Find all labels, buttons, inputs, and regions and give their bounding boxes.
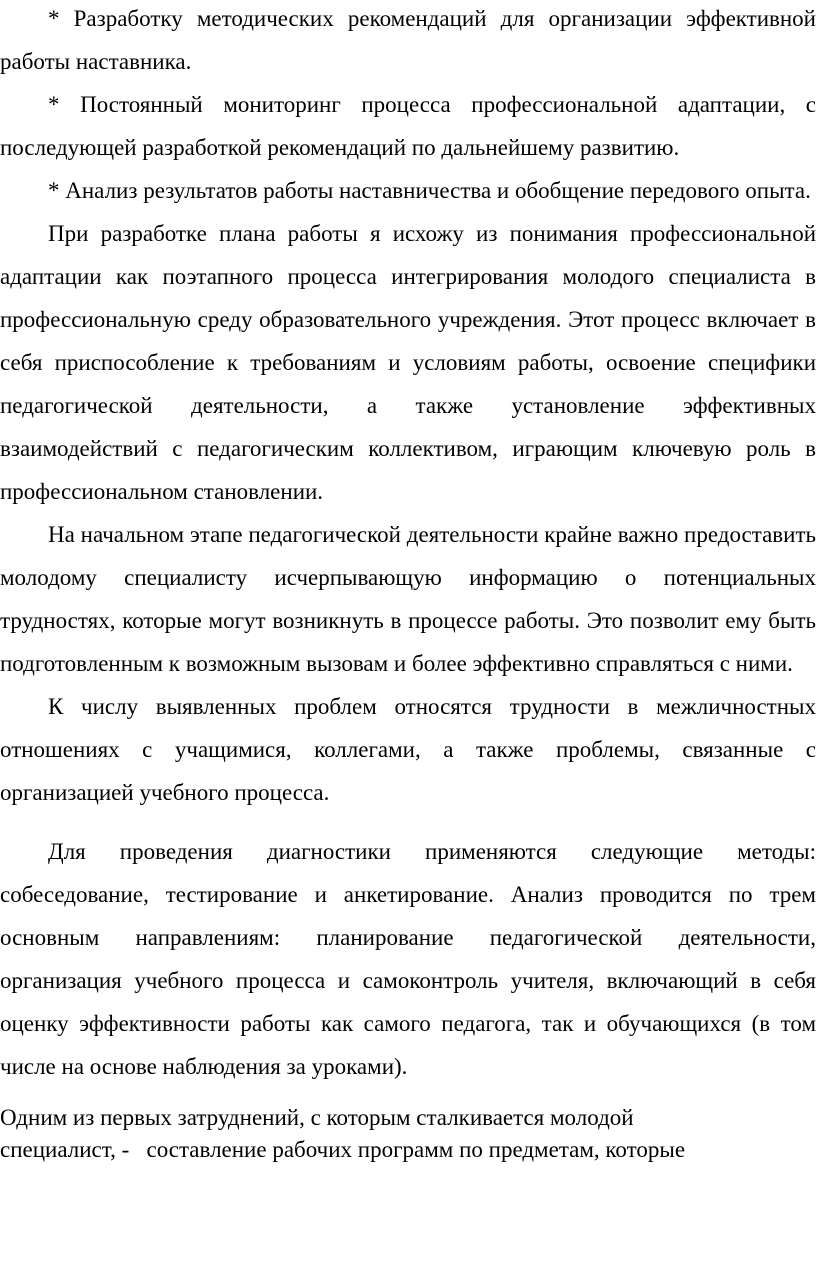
paragraph-mentor-recommendations: * Разработку методических рекомендаций для организации эффективной работы наставника. bbox=[0, 6, 816, 74]
tail-line-2: специалист, - составление рабочих программ по предметам, которые bbox=[0, 1137, 686, 1162]
paragraph-work-plan: При разработке плана работы я исхожу из понимания профессиональной адаптации как поэтапного процесса интегрирования молодого специалиста в профессиональную среду образовательного учреждения. Этот процесс включает в себя приспособление к требованиям и условиям работы, освоение специфики педагогической деятельности, а также установление эффективных взаимодействий с педагогическим коллективом, играющим ключевую роль в профессиональном становлении. bbox=[0, 221, 816, 504]
paragraph-identified-problems: К числу выявленных проблем относятся трудности в межличностных отношениях с учащимися, коллегами, а также проблемы, связанные с организацией учебного процесса. bbox=[0, 694, 816, 805]
paragraph-adaptation-monitoring: * Постоянный мониторинг процесса профессиональной адаптации, с последующей разработкой рекомендаций по дальнейшему развитию. bbox=[0, 92, 816, 160]
paragraph-mentoring-analysis: * Анализ результатов работы наставничества и обобщение передового опыта. bbox=[48, 178, 811, 203]
paragraph-initial-stage: На начальном этапе педагогической деятельности крайне важно предоставить молодому специалисту исчерпывающую информацию о потенциальных трудностях, которые могут возникнуть в процессе работы. Это позволит ему быть подготовленным к возможным вызовам и более эффективно справляться с ними. bbox=[0, 522, 816, 676]
paragraph-diagnostics: Для проведения диагностики применяются следующие методы: собеседование, тестирование и анкетирование. Анализ проводится по трем основным направлениям: планирование педагогической деятельности, организация учебного процесса и самоконтроль учителя, включающий в себя оценку эффективности работы как самого педагога, так и обучающихся (в том числе на основе наблюдения за уроками). bbox=[0, 839, 816, 1079]
paragraph-gap bbox=[0, 814, 816, 830]
tail-line-1: Одним из первых затруднений, с которым сталкивается молодой bbox=[0, 1105, 634, 1130]
paragraph-gap bbox=[0, 1088, 816, 1102]
